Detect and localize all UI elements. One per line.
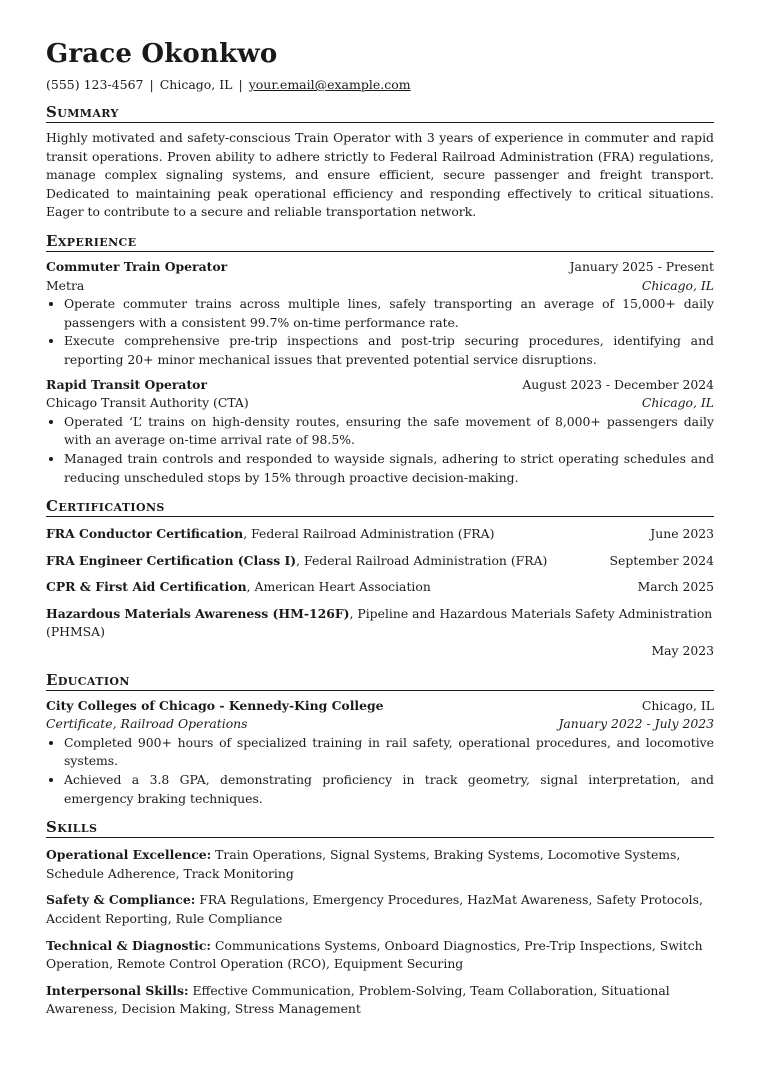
education-dates: January 2022 - July 2023 bbox=[558, 716, 714, 732]
program-name: Certificate, Railroad Operations bbox=[46, 716, 248, 732]
school-name: City Colleges of Chicago - Kennedy-King College bbox=[46, 697, 384, 713]
list-item: • Execute comprehensive pre-trip inspections and post-trip securing procedures, identifying and reporting 20+ minor mechanical issues that prevented potential service disruptions. bbox=[64, 332, 714, 369]
job-location: Chicago, IL bbox=[641, 277, 714, 293]
skill-group bbox=[46, 846, 714, 883]
certification-date: September 2024 bbox=[609, 552, 714, 568]
certification-item bbox=[46, 578, 714, 597]
skill-list: Communications Systems, Onboard Diagnostics, Pre-Trip Inspections, Switch Operation, Remote Control Operation (RCO), Equipment Securing bbox=[46, 937, 703, 972]
certification-issuer: , Federal Railroad Administration (FRA) bbox=[243, 526, 495, 542]
skill-group bbox=[46, 937, 714, 974]
skill-group bbox=[46, 891, 714, 928]
education-bullets bbox=[46, 734, 714, 808]
skills-section bbox=[46, 818, 714, 1019]
list-item: • Managed train controls and responded to wayside signals, adhering to strict operating schedules and reducing unscheduled stops by 15% through proactive decision-making. bbox=[64, 450, 714, 487]
job-bullets bbox=[46, 295, 714, 369]
list-item: • Operated ‘L’ trains on high-density routes, ensuring the safe movement of 8,000+ passengers daily with an average on-time arrival rate of 98.5%. bbox=[64, 413, 714, 450]
section-heading-experience: Experience bbox=[46, 232, 714, 252]
location: Chicago, IL bbox=[159, 77, 233, 92]
certifications-section bbox=[46, 497, 714, 661]
skill-group bbox=[46, 982, 714, 1019]
company-name: Metra bbox=[46, 277, 85, 293]
candidate-name: Grace Okonkwo bbox=[46, 39, 278, 69]
job-title: Commuter Train Operator bbox=[46, 258, 228, 274]
skill-label: Interpersonal Skills: bbox=[46, 982, 189, 998]
skill-list: Train Operations, Signal Systems, Braking Systems, Locomotive Systems, Schedule Adherence, Track Monitoring bbox=[46, 847, 681, 881]
education-section bbox=[46, 671, 714, 809]
certification-item bbox=[46, 552, 714, 571]
job-bullets bbox=[46, 413, 714, 487]
section-heading-education: Education bbox=[46, 671, 714, 691]
phone-number: (555) 123-4567 bbox=[46, 77, 144, 92]
job-dates: January 2025 - Present bbox=[569, 258, 714, 274]
experience-section bbox=[46, 232, 714, 487]
certification-name: FRA Engineer Certification (Class I) bbox=[46, 552, 297, 568]
summary-text: Highly motivated and safety-conscious Train Operator with 3 years of experience in commuter and rapid transit operations. Proven ability to adhere strictly to Federal Railroad Administration (FRA) regulations, manage complex signaling systems, and ensure efficient, secure passenger and freight transport. Dedicated to maintaining peak operational efficiency and responding effectively to critical situations. Eager to contribute to a secure and reliable transportation network. bbox=[46, 130, 714, 220]
contact-separator: | bbox=[238, 77, 243, 92]
job-title: Rapid Transit Operator bbox=[46, 376, 207, 392]
contact-line bbox=[46, 77, 714, 93]
list-item: • Completed 900+ hours of specialized training in rail safety, operational procedures, and locomotive systems. bbox=[64, 734, 714, 771]
list-item: • Achieved a 3.8 GPA, demonstrating proficiency in track geometry, signal interpretation, and emergency braking techniques. bbox=[64, 771, 714, 808]
education-entry bbox=[46, 697, 714, 809]
job-location: Chicago, IL bbox=[641, 395, 714, 411]
skill-list: FRA Regulations, Emergency Procedures, HazMat Awareness, Safety Protocols, Accident Reporting, Rule Compliance bbox=[46, 892, 703, 926]
section-heading-summary: Summary bbox=[46, 103, 714, 123]
certification-date: May 2023 bbox=[651, 643, 714, 659]
resume-page bbox=[46, 38, 714, 1019]
certification-issuer: , American Heart Association bbox=[246, 579, 431, 595]
school-location: Chicago, IL bbox=[641, 697, 714, 713]
certification-item bbox=[46, 605, 714, 661]
email-link[interactable]: your.email@example.com bbox=[248, 77, 411, 92]
list-item: • Operate commuter trains across multiple lines, safely transporting an average of 15,000+ daily passengers with a consistent 99.7% on-time performance rate. bbox=[64, 295, 714, 332]
contact-separator: | bbox=[149, 77, 154, 92]
company-name: Chicago Transit Authority (CTA) bbox=[46, 395, 249, 411]
certification-issuer: , Pipeline and Hazardous Materials Safety Administration (PHMSA) bbox=[46, 605, 713, 640]
job-dates: August 2023 - December 2024 bbox=[522, 376, 714, 392]
skill-label: Technical & Diagnostic: bbox=[46, 937, 211, 953]
certification-issuer: , Federal Railroad Administration (FRA) bbox=[296, 552, 548, 568]
certification-name: Hazardous Materials Awareness (HM-126F) bbox=[46, 605, 350, 621]
certification-name: CPR & First Aid Certification bbox=[46, 579, 247, 595]
summary-section bbox=[46, 103, 714, 222]
skill-label: Safety & Compliance: bbox=[46, 892, 196, 908]
job-entry bbox=[46, 258, 714, 370]
skill-list: Effective Communication, Problem-Solving, Team Collaboration, Situational Awareness, Decision Making, Stress Management bbox=[46, 982, 670, 1017]
section-heading-certifications: Certifications bbox=[46, 497, 714, 517]
certification-name: FRA Conductor Certification bbox=[46, 526, 244, 542]
certification-date: March 2025 bbox=[637, 579, 714, 595]
job-entry bbox=[46, 376, 714, 488]
skill-label: Operational Excellence: bbox=[46, 847, 212, 863]
certification-item bbox=[46, 525, 714, 544]
section-heading-skills: Skills bbox=[46, 818, 714, 838]
certification-date: June 2023 bbox=[650, 526, 714, 542]
